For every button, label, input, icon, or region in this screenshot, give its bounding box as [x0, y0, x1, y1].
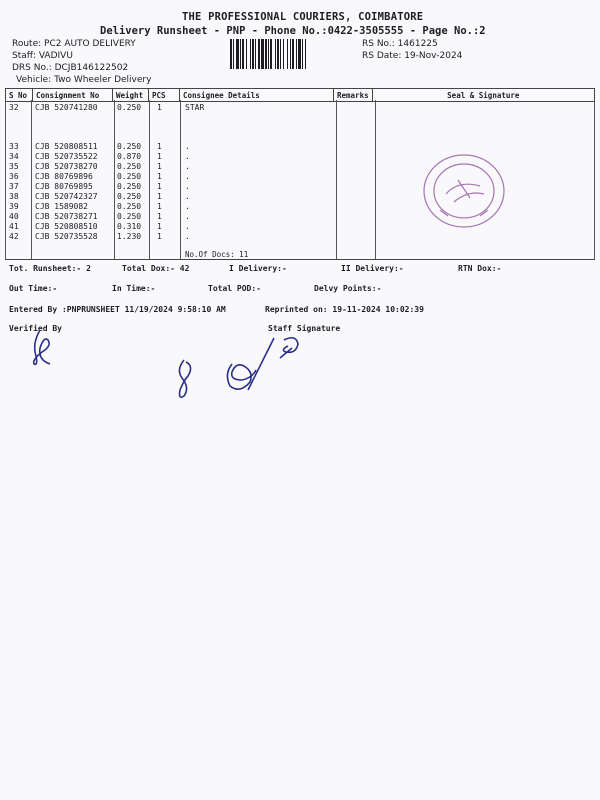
- cell-pcs: 1: [157, 192, 162, 201]
- company-title: THE PROFESSIONAL COURIERS, COIMBATORE: [182, 11, 424, 23]
- cell-weight: 0.310: [117, 222, 142, 231]
- tot-runsheet: Tot. Runsheet:- 2: [9, 264, 91, 273]
- cell-consignee: .: [185, 142, 190, 151]
- col-consignment: Consignment No: [33, 89, 113, 102]
- cell-weight: 0.250: [117, 103, 142, 112]
- cell-sno: 36: [9, 172, 19, 181]
- col-remarks: Remarks: [334, 89, 373, 102]
- cell-pcs: 1: [157, 222, 162, 231]
- rs-date: RS Date: 19-Nov-2024: [362, 51, 463, 61]
- cell-consignee: STAR: [185, 103, 205, 112]
- cell-sno: 34: [9, 152, 19, 161]
- cell-pcs: 1: [157, 182, 162, 191]
- cell-weight: 0.870: [117, 152, 142, 161]
- grid-line: [594, 100, 595, 259]
- col-seal-signature: Seal & Signature: [372, 89, 594, 102]
- no-of-docs: No.Of Docs: 11: [185, 250, 249, 259]
- cell-consignment: CJB 520738270: [35, 162, 98, 171]
- staff-label: Staff: VADIVU: [12, 51, 73, 61]
- cell-pcs: 1: [157, 172, 162, 181]
- cell-consignee: .: [185, 172, 190, 181]
- cell-pcs: 1: [157, 202, 162, 211]
- cell-sno: 37: [9, 182, 19, 191]
- staff-signature: Staff Signature: [268, 324, 341, 333]
- cell-consignment: CJB 80769896: [35, 172, 93, 181]
- grid-line: [375, 100, 376, 259]
- verifier-signature-scribble: [26, 326, 60, 370]
- entered-by: Entered By :PNPRUNSHEET 11/19/2024 9:58:10 AM: [9, 305, 226, 314]
- cell-consignment: CJB 520742327: [35, 192, 98, 201]
- cell-consignee: .: [185, 232, 190, 241]
- cell-consignee: .: [185, 202, 190, 211]
- rs-number: RS No.: 1461225: [362, 39, 438, 49]
- cell-weight: 0.250: [117, 172, 142, 181]
- grid-line: [149, 100, 150, 259]
- cell-consignee: .: [185, 192, 190, 201]
- cell-consignment: CJB 520735528: [35, 232, 98, 241]
- staff-signature-scribble: [170, 330, 320, 402]
- col-consignee: Consignee Details: [180, 89, 334, 102]
- cell-consignee: .: [185, 182, 190, 191]
- cell-sno: 32: [9, 103, 19, 112]
- grid-line: [5, 100, 6, 259]
- cell-consignment: CJB 520735522: [35, 152, 98, 161]
- route-label: Route: PC2 AUTO DELIVERY: [12, 39, 136, 49]
- cell-sno: 42: [9, 232, 19, 241]
- cell-weight: 1.230: [117, 232, 142, 241]
- cell-weight: 0.250: [117, 142, 142, 151]
- cell-sno: 40: [9, 212, 19, 221]
- grid-line: [114, 100, 115, 259]
- cell-sno: 39: [9, 202, 19, 211]
- ii-delivery: II Delivery:-: [341, 264, 404, 273]
- cell-weight: 0.250: [117, 192, 142, 201]
- runsheet-table: [5, 88, 595, 102]
- cell-consignment: CJB 520738271: [35, 212, 98, 221]
- cell-consignee: .: [185, 212, 190, 221]
- col-weight: Weight: [113, 89, 149, 102]
- i-delivery: I Delivery:-: [229, 264, 287, 273]
- cell-consignment: CJB 80769895: [35, 182, 93, 191]
- cell-pcs: 1: [157, 212, 162, 221]
- vehicle-label: Vehicle: Two Wheeler Delivery: [16, 75, 152, 85]
- cell-consignee: .: [185, 162, 190, 171]
- grid-line: [336, 100, 337, 259]
- cell-sno: 38: [9, 192, 19, 201]
- cell-weight: 0.250: [117, 212, 142, 221]
- out-time: Out Time:-: [9, 284, 58, 293]
- in-time: In Time:-: [112, 284, 156, 293]
- grid-line: [31, 100, 32, 259]
- total-dox: Total Dox:- 42: [122, 264, 190, 273]
- cell-pcs: 1: [157, 142, 162, 151]
- drs-number: DRS No.: DCJB146122502: [12, 63, 129, 73]
- rtn-dox: RTN Dox:-: [458, 264, 502, 273]
- cell-sno: 33: [9, 142, 19, 151]
- cell-consignee: .: [185, 222, 190, 231]
- cell-consignment: CJB 520741280: [35, 103, 98, 112]
- cell-consignee: .: [185, 152, 190, 161]
- barcode: [230, 39, 356, 69]
- total-pod: Total POD:-: [208, 284, 261, 293]
- cell-pcs: 1: [157, 232, 162, 241]
- runsheet-subtitle: Delivery Runsheet - PNP - Phone No.:0422-3505555 - Page No.:2: [100, 25, 486, 37]
- cell-consignment: CJB 520808511: [35, 142, 98, 151]
- cell-weight: 0.250: [117, 202, 142, 211]
- cell-pcs: 1: [157, 152, 162, 161]
- grid-line: [180, 100, 181, 259]
- cell-consignment: CJB 520808510: [35, 222, 98, 231]
- table-bottom-rule: [5, 259, 595, 260]
- verified-by: Verified By: [9, 324, 62, 333]
- cell-sno: 35: [9, 162, 19, 171]
- company-seal-stamp: [418, 150, 510, 232]
- cell-consignment: CJB 1589082: [35, 202, 88, 211]
- delvy-points: Delvy Points:-: [314, 284, 382, 293]
- cell-weight: 0.250: [117, 162, 142, 171]
- col-sno: S No: [6, 89, 33, 102]
- barcode-bar: [306, 39, 308, 69]
- cell-pcs: 1: [157, 103, 162, 112]
- cell-sno: 41: [9, 222, 19, 231]
- reprinted-on: Reprinted on: 19-11-2024 10:02:39: [265, 305, 424, 314]
- col-pcs: PCS: [149, 89, 180, 102]
- cell-weight: 0.250: [117, 182, 142, 191]
- table-header-row: [6, 89, 595, 102]
- cell-pcs: 1: [157, 162, 162, 171]
